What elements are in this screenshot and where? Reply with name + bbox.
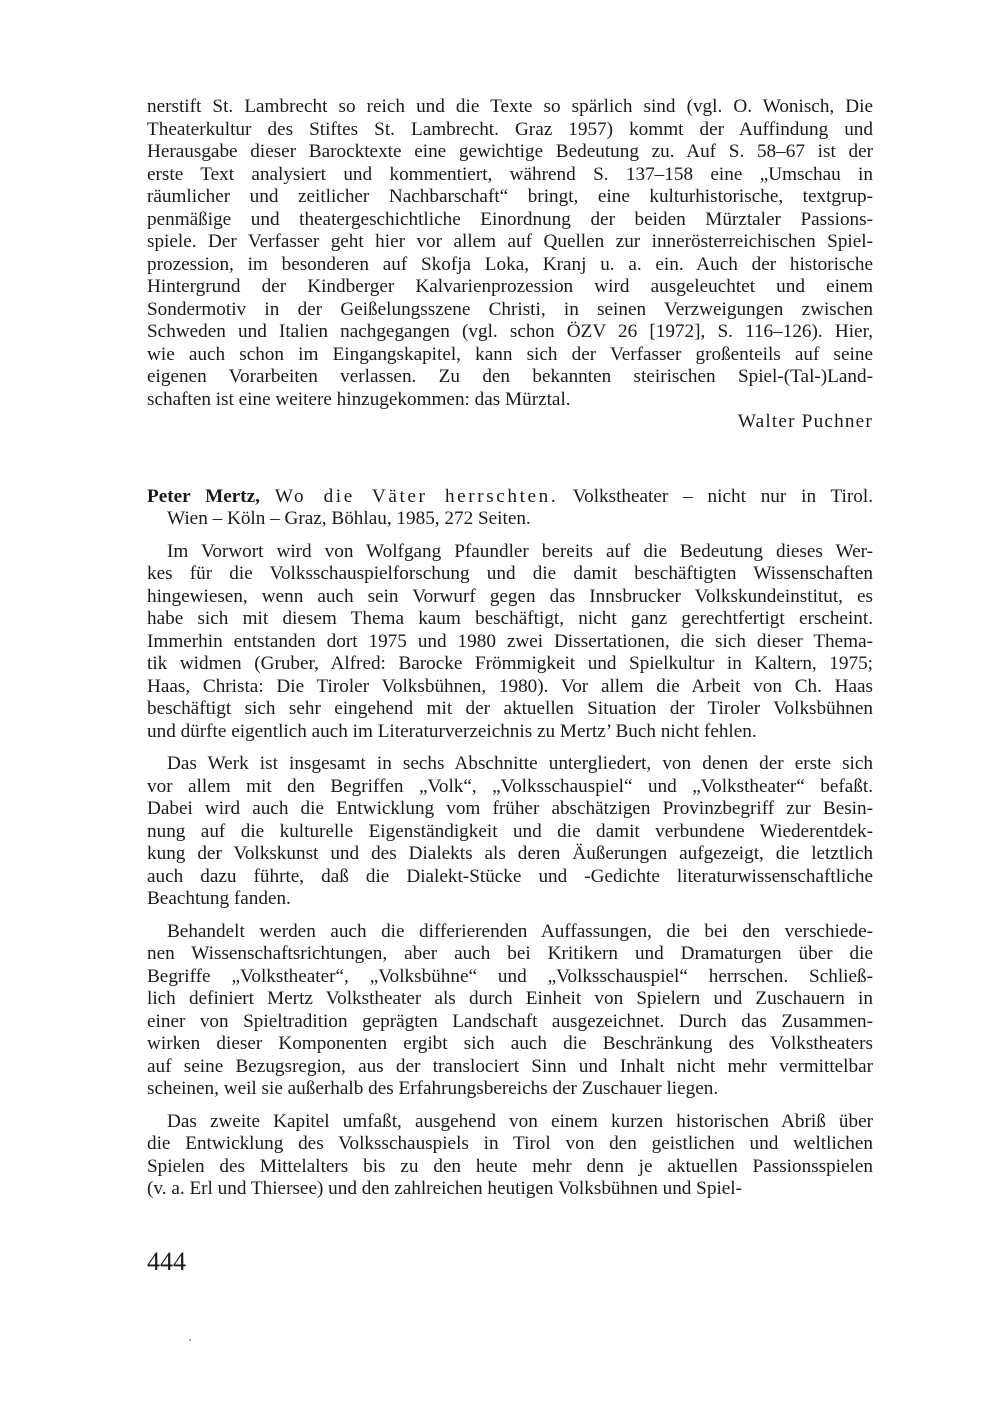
text-line: Haas, Christa: Die Tiroler Volksbühnen, 1980). Vor allem die Arbeit von Ch. Haas <box>147 675 873 697</box>
text-line: Das Werk ist insgesamt in sechs Abschnitte untergliedert, von denen der erste sich <box>167 753 873 774</box>
text-line: Begriffe „Volkstheater“, „Volksbühne“ und „Volksschauspiel“ herrschen. Schließ- <box>147 965 873 987</box>
review-citation-line <box>147 486 873 509</box>
text-line: nung auf die kulturelle Eigenständigkeit und die damit verbundene Wiederentdek- <box>147 820 873 842</box>
text-line: auf seine Bezugsregion, aus der translociert Sinn und Inhalt nicht mehr vermittelbar <box>147 1055 873 1077</box>
text-line: penmäßige und theatergeschichtliche Einordnung der beiden Mürztaler Passions- <box>147 208 873 230</box>
text-line: habe sich mit diesem Thema kaum beschäftigt, nicht ganz gerechtfertigt erscheint. <box>147 608 873 629</box>
text-line: vor allem mit den Begriffen „Volk“, „Volksschauspiel“ und „Volkstheater“ befaßt. <box>147 775 873 797</box>
text-line: kes für die Volksschauspielforschung und die damit beschäftigten Wissenschaften <box>147 563 873 584</box>
book-author: Peter Mertz, <box>147 485 260 507</box>
review-heading <box>147 486 873 531</box>
text-line: scheinen, weil sie außerhalb des Erfahrungsbereichs der Zuschauer liegen. <box>147 1078 719 1099</box>
paragraph-spacer <box>147 531 873 541</box>
text-line: Hintergrund der Kindberger Kalvarienprozession wird ausgeleuchtet und einem <box>147 276 873 297</box>
text-line: einer von Spieltradition geprägten Landschaft ausgezeichnet. Durch das Zusammen- <box>147 1010 873 1032</box>
text-line: Behandelt werden auch die differierenden Auffassungen, die bei den verschiede- <box>167 920 873 942</box>
scan-speck <box>189 1339 191 1341</box>
review-paragraph <box>147 921 873 1101</box>
text-line: Schweden und Italien nachgegangen (vgl. schon ÖZV 26 [1972], S. 116–126). Hier, <box>147 321 873 342</box>
book-title: Wo die Väter herrschten. <box>274 485 559 507</box>
text-line: kung der Volkskunst und des Dialekts als deren Äußerungen aufgezeigt, die letztlich <box>147 843 873 864</box>
text-line: wirken dieser Komponenten ergibt sich auch die Beschränkung des Volkstheaters <box>147 1033 873 1054</box>
text-line: räumlicher und zeitlicher Nachbarschaft“ bringt, eine kulturhistorische, textgrup- <box>147 186 873 207</box>
review-paragraph <box>147 541 873 744</box>
text-line: Beachtung fanden. <box>147 888 291 909</box>
text-line: nen Wissenschaftsrichtungen, aber auch bei Kritikern und Dramaturgen über die <box>147 943 873 964</box>
text-line: prozession, im besonderen auf Skofja Loka, Kranj u. a. ein. Auch der historische <box>147 253 873 275</box>
text-line: Immerhin entstanden dort 1975 und 1980 zwei Dissertationen, die sich dieser Thema- <box>147 630 873 652</box>
text-line: Das zweite Kapitel umfaßt, ausgehend von einem kurzen historischen Abriß über <box>167 1110 873 1132</box>
text-line: Im Vorwort wird von Wolfgang Pfaundler bereits auf die Bedeutung dieses Wer- <box>167 540 873 562</box>
book-subtitle: Volkstheater – nicht nur in Tirol. <box>572 485 873 507</box>
reviewer-signature: Walter Puchner <box>737 411 873 432</box>
text-line: nerstift St. Lambrecht so reich und die Texte so spärlich sind (vgl. O. Wonisch, Die <box>147 96 873 117</box>
text-line: Dabei wird auch die Entwicklung vom früher abschätzigen Provinzbegriff zur Besin- <box>147 798 873 819</box>
text-line: hingewiesen, wenn auch sein Vorwurf gegen das Innsbrucker Volkskundeinstitut, es <box>147 585 873 607</box>
text-line: beschäftigt sich sehr eingehend mit der aktuellen Situation der Tiroler Volksbühnen <box>147 698 873 719</box>
paragraph-spacer <box>147 1101 873 1111</box>
text-line: Theaterkultur des Stiftes St. Lambrecht. Graz 1957) kommt der Auffindung und <box>147 118 873 140</box>
paragraph-spacer <box>147 743 873 753</box>
page-number: 444 <box>147 1247 186 1276</box>
text-line: tik widmen (Gruber, Alfred: Barocke Frömmigkeit und Spielkultur in Kaltern, 1975; <box>147 653 873 674</box>
review-paragraph <box>147 753 873 911</box>
paragraph-spacer <box>147 911 873 921</box>
text-line: und dürfte eigentlich auch im Literaturverzeichnis zu Mertz’ Buch nicht fehlen. <box>147 720 757 742</box>
text-line: die Entwicklung des Volksschauspiels in Tirol von den geistlichen und weltlichen <box>147 1133 873 1154</box>
text-line: erste Text analysiert und kommentiert, während S. 137–158 eine „Umschau in <box>147 163 873 185</box>
text-line: Herausgabe dieser Barocktexte eine gewichtige Bedeutung zu. Auf S. 58–67 ist der <box>147 141 873 162</box>
text-line: Spielen des Mittelalters bis zu den heute mehr denn je aktuellen Passionsspielen <box>147 1155 873 1177</box>
previous-review-paragraph <box>147 96 873 411</box>
text-line: Sondermotiv in der Geißelungsszene Christi, in seinen Verzweigungen zwischen <box>147 298 873 320</box>
text-line: auch dazu führte, daß die Dialekt-Stücke und -Gedichte literaturwissenschaftliche <box>147 865 873 887</box>
text-line: schaften ist eine weitere hinzugekommen: das Mürztal. <box>147 388 571 410</box>
text-line: eigenen Vorarbeiten verlassen. Zu den bekannten steirischen Spiel-(Tal-)Land- <box>147 366 873 387</box>
review-paragraph <box>147 1111 873 1201</box>
review-body <box>147 531 873 1201</box>
text-line: spiele. Der Verfasser geht hier vor allem auf Quellen zur innerösterreichischen Spiel- <box>147 231 873 252</box>
section-spacer <box>147 434 873 486</box>
text-line: lich definiert Mertz Volkstheater als durch Einheit von Spielern und Zuschauern in <box>147 988 873 1009</box>
book-publication: Wien – Köln – Graz, Böhlau, 1985, 272 Seiten. <box>167 508 531 529</box>
text-line: (v. a. Erl und Thiersee) und den zahlreichen heutigen Volksbühnen und Spiel- <box>147 1178 743 1199</box>
text-line: wie auch schon im Eingangskapitel, kann sich der Verfasser großenteils auf seine <box>147 343 873 365</box>
page-body <box>147 96 873 1201</box>
